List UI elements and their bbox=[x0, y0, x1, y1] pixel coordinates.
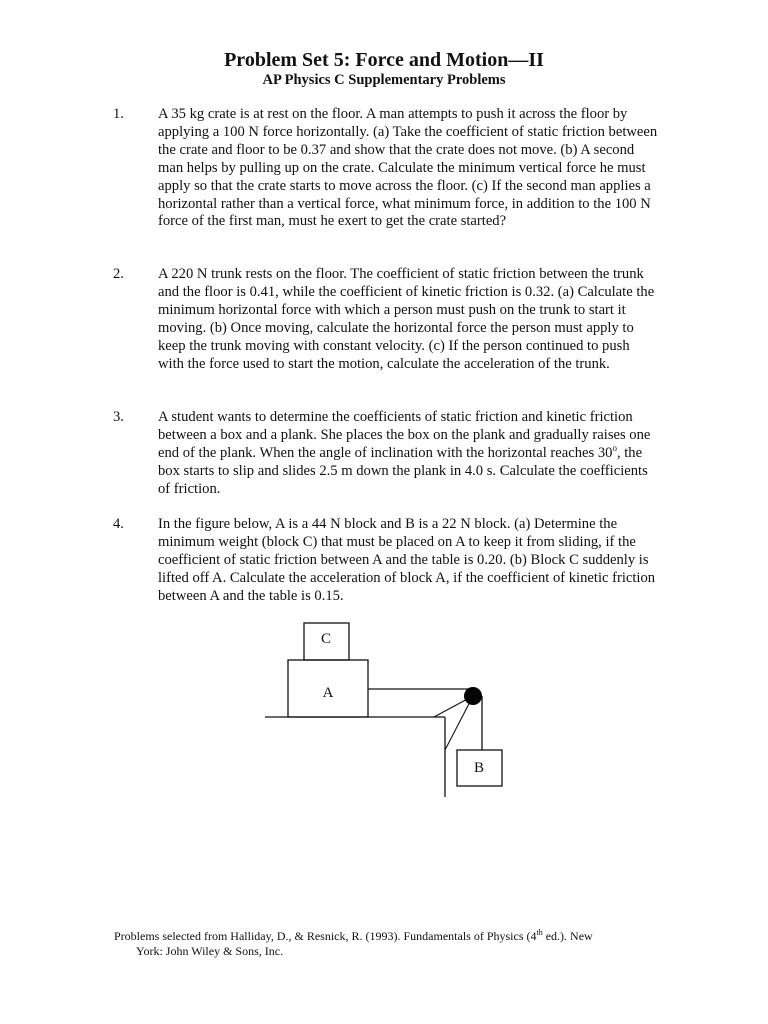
problem-text-part: A student wants to determine the coefficients of static friction and kinetic friction between a box and a plank. She places the box on the plank and gradually raises one end of the plank. When the angle of inclination with the horizontal reaches 30 bbox=[158, 409, 651, 461]
block-c-label: C bbox=[320, 631, 332, 647]
block-b bbox=[457, 750, 502, 786]
page-title: Problem Set 5: Force and Motion—II bbox=[224, 49, 544, 71]
block-a bbox=[288, 660, 368, 717]
problem-text: In the figure below, A is a 44 N block and B is a 22 N block. (a) Determine the minimum weight (block C) that must be placed on A to keep it from sliding, if the coefficient of static friction between A and the table is 0.20. (b) Block C suddenly is lifted off A. Calculate the acceleration of block A, if the coefficient of kinetic friction between A and the table is 0.15. bbox=[158, 516, 656, 604]
pulley bbox=[464, 687, 482, 705]
pulley-bracket bbox=[445, 696, 473, 750]
problem-text: A 220 N trunk rests on the floor. The coefficient of static friction between the trunk and the floor is 0.41, while the coefficient of kinetic friction is 0.32. (a) Calculate the minimum horizontal force with which a person must push on the trunk to start it moving. (b) Once moving, calculate the horizontal force the person must apply to keep the trunk moving with constant velocity. (c) If the person continued to push with the force used to start the motion, calculate the acceleration of the trunk. bbox=[158, 266, 655, 372]
problem-text: A 35 kg crate is at rest on the floor. A man attempts to push it across the floor by applying a 100 N force horizontally. (a) Take the coefficient of static friction between the crate and floor to be 0.37 and show that the crate does not move. (b) A second man helps by pulling up on the crate. Calculate the minimum vertical force he must apply so that the crate starts to move across the floor. (c) If the second man applies a horizontal rather than a vertical force, what minimum force, in addition to the 100 N force of the first man, must he exert to get the crate started? bbox=[158, 106, 658, 230]
source-footnote bbox=[114, 929, 674, 959]
pulley-bracket bbox=[434, 696, 473, 717]
edition-superscript: th bbox=[536, 928, 543, 937]
problem-number: 3. bbox=[113, 409, 124, 425]
footnote-text: Problems selected from Halliday, D., & Resnick, R. (1993). Fundamentals of Physics (4 bbox=[114, 929, 537, 943]
problem-number: 4. bbox=[113, 516, 124, 532]
degree-mark: o bbox=[612, 442, 617, 453]
problem-3 bbox=[113, 409, 658, 499]
problem-text bbox=[158, 409, 658, 499]
problem-text-part: , the box starts to slip and slides 2.5 m down the plank in 4.0 s. Calculate the coefficients of friction. bbox=[158, 444, 648, 497]
page-subtitle: AP Physics C Supplementary Problems bbox=[262, 72, 506, 88]
problem-number: 1. bbox=[113, 106, 124, 122]
problem-2 bbox=[113, 266, 658, 373]
footnote-text: ed.). New bbox=[542, 929, 593, 943]
block-b-label: B bbox=[473, 760, 485, 776]
problem-number: 2. bbox=[113, 266, 124, 282]
problem-1 bbox=[113, 106, 658, 231]
problem-4 bbox=[113, 516, 658, 606]
block-c bbox=[304, 623, 349, 660]
footnote-line-2: York: John Wiley & Sons, Inc. bbox=[136, 944, 284, 958]
footnote-line-1 bbox=[114, 929, 674, 944]
block-a-label: A bbox=[322, 685, 334, 701]
